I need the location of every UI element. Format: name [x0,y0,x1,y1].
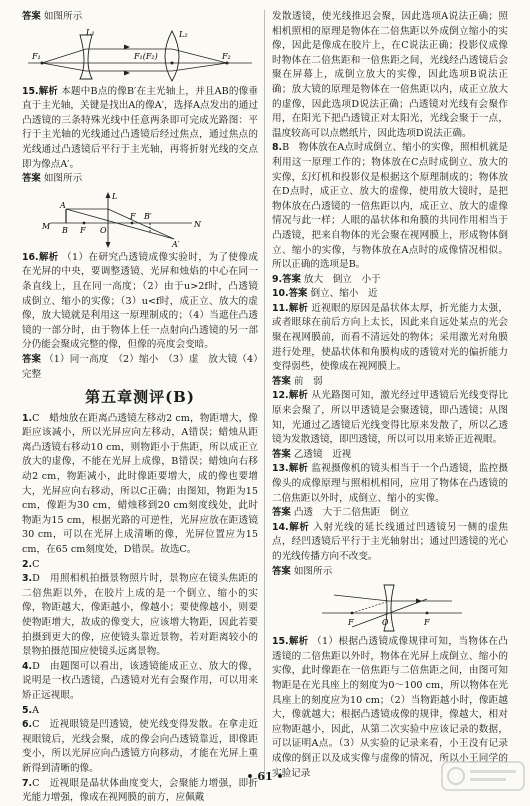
answer-11: 答案 前 弱 [272,375,323,387]
answer-13: 答案 凸透 大于二倍焦距 倒立 [272,507,409,519]
fig1-label-L1: L₁ [86,27,95,37]
question-4: 4.D 由题图可以看出，该透镜能成正立、放大的像，说明是一枚凸透镜，凸透镜对光有会聚作用，可以用来矫正远视眼。 [22,660,258,701]
left-column [22,10,258,806]
question-11: 11.解析 近视眼的原因是晶状体太厚，折光能力太强，或者眼球在前后方向上太长，因此来自远处某点的光会聚在视网膜前，而看不清远处的物体；采用激光对角膜进行处理，使晶状体和角膜构成的透镜对光的偏折能力变得弱些，使像成在视网膜上。 [272,302,508,373]
page-number: • 61 • [246,770,284,783]
question-1: 1.C 蜡烛放在距离凸透镜左移动2 cm，物距增大，像距应该减小，所以光屏应向左移动，A错误；蜡烛从距离凸透镜右移动10 cm，则物距小于焦距，所以成正立放大的虚像，不能在光屏上成像，B错误；蜡烛向右移动2 cm，物距减小，此时像距要增大，成的像也要增大，光屏应向右移动，所以C正确；由图知，物距为15 cm，像距为30 cm，蜡烛移到20 cm刻度线处，此时物距为15 cm，根据光路的可逆性，光屏应放在距透镜30 cm，可以在光屏上成清晰的像，光屏位置应为15 cm，在65 cm刻度处，D错误。故选C。 [22,412,258,556]
question-12: 12.解析 从光路图可知，激光经过甲透镜后光线变得比原来会聚了，所以甲透镜是会聚透镜，即凸透镜；从图知，光通过乙透镜后光线变得比原来发散了，所以乙透镜为发散透镜，即凹透镜，所以可以用来矫正近视眼。 [272,390,508,446]
watermark-logo [440,758,526,794]
concave-lens-figure [272,581,508,633]
question-7: 7.C 近视眼是晶状体曲度变大，会聚能力增强，即折光能力增强，像成在视网膜的前方，应佩戴 [22,777,258,804]
fig2-label-F-right: F [130,211,136,221]
fig2-label-A: A [60,200,66,210]
fig2-label-L: L [112,191,118,201]
answer-14-left: 答案 如图所示 [22,11,83,22]
lens-ray-figure-1 [22,27,258,83]
column-divider [264,10,265,780]
fig1-label-F1: F₁ [32,51,41,61]
fig1-label-L2: L₂ [179,29,188,39]
answer-15-left: 答案 如图所示 [22,173,83,185]
right-column [272,10,508,781]
question-9: 9.答案 放大 倒立 小于 [272,273,381,285]
question-5: 5.A [22,704,40,716]
question-10: 10.答案 倒立、缩小 近 [272,288,378,300]
question-16-left: 16.解析 （1）在研究凸透镜成像实验时，为了使像成在光屏的中央，要调整透镜、光屏和烛焰的中心在同一条直线上，且在同一高度；（2）由于u>2f时，凸透镜成倒立、缩小的实像；（3）u<f时，成正立、放大的虚像，放大镜就是利用这一原理制成的；（4）当遮住凸透镜的一部分时，由于物体上任一点射向凸透镜的另一部分仍能会聚成完整的像，但像的亮度会变暗。 [22,251,258,351]
question-3: 3.D 用照相机拍摄景物照片时，景物应在镜头焦距的二倍焦距以外，在胶片上成的是一个倒立、缩小的实像，物距越大，像距越小，像越小；要使像越小，则要使物距增大，故成的像变大，应该增大物距，因此若要拍摄到更大的像，应使镜头靠近景物，若对距离较小的景物拍摄范围应使镜头远离景物。 [22,573,258,658]
fig1-label-F2: F₂ [222,51,231,61]
fig2-label-B: B [62,225,68,235]
lens-ray-figure-2 [22,189,258,249]
question-15-right: 15.解析 （1）根据凸透镜成像规律可知，当物体在凸透镜的二倍焦距以外时，物体在光屏上成倒立、缩小的实像，此时像距在一倍焦距与二倍焦距之间，由图可知物距是在光具座上的刻度为0～100 cm，所以物体在光具座上的刻度应为10 cm；（2）当物距越小时，像距越大，像就越大；根据凸透镜成像的规律，像越大，相对应物距越小，因此，从第二次实验中应该记录的数据，可以证明A点。（3）从实验的记录来看，小王没有记录成像的倒正以及成实像与虚像的情况，所以小王同学的实验记录 [272,636,508,779]
answer-14: 答案 如图所示 [272,565,333,577]
fig2-label-A-prime: A′ [172,239,180,249]
fig3-label-F-left: F [348,618,354,628]
fig1-label-F1F2: F₁(F₂) [134,51,158,61]
section-title: 第五章测评(B) [85,388,195,407]
answer-label: 答案 [22,11,41,22]
fig2-label-N: N [194,219,201,229]
fig2-label-M: M [42,221,51,231]
answer-16-left: 答案 （1）同一高度 （2）缩小 （3）虚 放大镜（4）完整 [22,353,258,380]
answer-12: 答案 乙透镜 近视 [272,448,352,460]
question-13: 13.解析 监视摄像机的镜头相当于一个凸透镜，监控摄像头的成像原理与照相机相同，应用了物体在凸透镜的二倍焦距以外时，成倒立、缩小的实像。 [272,463,508,504]
fig3-label-O: O [382,618,389,628]
question-14: 14.解析 入射光线的延长线通过凹透镜另一侧的虚焦点，经凹透镜后平行于主光轴射出；通过凹透镜的光心的光线传播方向不改变。 [272,521,508,562]
fig3-label-F-right: F [424,618,430,628]
fig2-label-O: O [100,225,107,235]
question-8: 8.B 物体放在A点时成倒立、缩小的实像，照相机就是利用这一原理工作的；物体放在C点时成倒立、放大的实像，幻灯机和投影仪是根据这个原理制成的；物体放在D点时，成正立、放大的虚像，使用放大镜时，是把物体放在凸透镜的一倍焦距以内，成正立、放大的虚像情况与此一样；人眼的晶状体和角膜的共同作用相当于凸透镜，把来自物体的光会聚在视网膜上，形成物体倒立、缩小的实像，与物体放在A点时的成像情况相似。所以正确的选项是B。 [272,142,508,271]
fig2-label-F-left: F [80,225,86,235]
question-7-continued: 发散透镜，使光线推迟会聚，因此选项A说法正确；照相机照相的原理是物体在二倍焦距以外成倒立缩小的实像，因此是像成在胶片上，在C说法正确；投影仪成像时物体在二倍焦距和一倍焦距之间，光线经凸透镜后会聚在屏幕上，成倒立放大的实像，因此选项B说法正确；放大镜的原理是物体在一倍焦距以内，成正立放大的虚像，因此选项D说法正确；凸透镜对光线有会聚作用，在阳光下把凸透镜正对太阳光，光线会聚于一点，温度较高可以点燃纸片，因此选项D说法正确。 [272,11,508,139]
question-2: 2.C [22,558,40,570]
question-6: 6.C 近视眼镜是凹透镜，使光线变得发散。在拿走近视眼镜后，光线会聚，成的像会向凸透镜靠近，即像距变小，所以光屏应向凸透镜方向移动，才能在光屏上重新得到清晰的像。 [22,719,258,774]
question-15-left: 15.解析 本题中B点的像B′在主光轴上，并且AB的像垂直于主光轴，关键是找出A的像A′，选择A点发出的通过凸透镜的三条特殊光线中任意两条即可完成光路图：平行于主光轴的光线通过凸透镜后经过焦点，通过焦点的光线通过凸透镜后平行于主光轴，再将折射光线的交点即为像点A′。 [22,85,258,170]
fig2-label-B-prime: B′ [144,211,152,221]
